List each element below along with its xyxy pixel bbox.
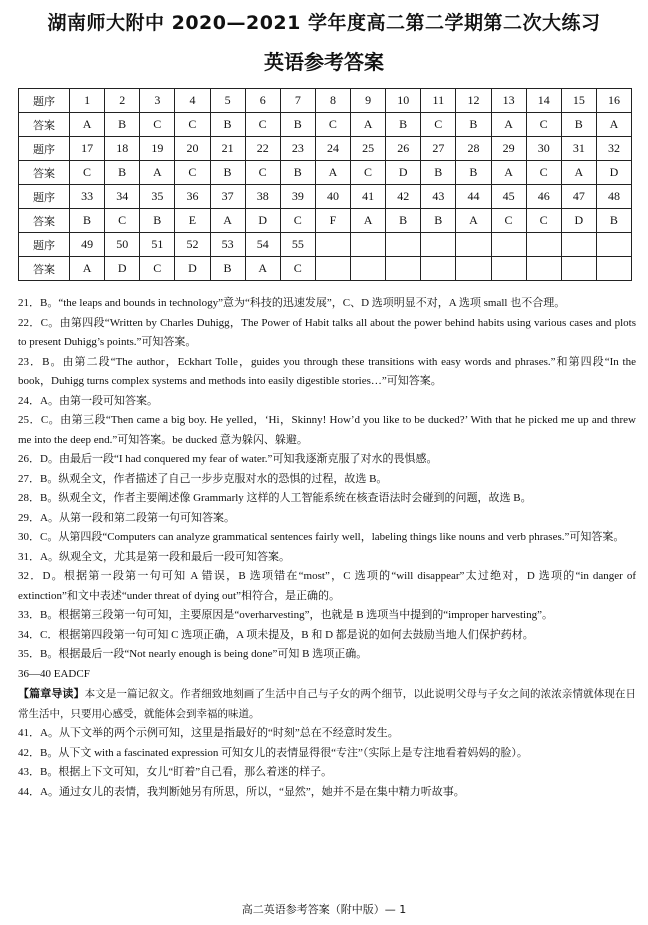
guide-text: 本文是一篇记叙文。作者细致地刻画了生活中自己与子女的两个细节，以此说明父母与子女之间的浓浓亲情就体现在日常生活中，只要用心感受，就能体会到幸福的味道。: [18, 688, 637, 720]
question-number-cell: 24: [315, 137, 350, 161]
answer-cell: C: [351, 161, 386, 185]
answer-cell: [421, 257, 456, 281]
answer-cell: A: [315, 161, 350, 185]
question-number-cell: 35: [140, 185, 175, 209]
guide-label: 【篇章导读】: [18, 687, 85, 700]
explanation-item: 34．C．根据第四段第一句可知 C 选项正确，A 项未提及，B 和 D 都是说的如何去鼓励当地人们保护药材。: [18, 628, 534, 641]
explanation-item: 22．C。由第四段“Written by Charles Duhigg，The Power of Habit talks all about the power behind habits using various cases and plots to present Duhigg’s points.”可知答案。: [18, 316, 636, 348]
question-number-cell: [315, 233, 350, 257]
answer-cell: D: [386, 161, 421, 185]
answer-table: [18, 88, 632, 281]
question-number-cell: 29: [491, 137, 526, 161]
row-label: 答案: [19, 113, 70, 137]
row-label: 答案: [19, 161, 70, 185]
question-number-cell: 31: [561, 137, 596, 161]
answer-cell: [315, 257, 350, 281]
number-row: [19, 89, 632, 113]
explanation-item: 33．B。根据第三段第一句可知，主要原因是“overharvesting”，也就是 B 选项当中提到的“improper harvesting”。: [18, 609, 553, 621]
explanation-item: 43．B。根据上下文可知，女儿“盯着”自己看，那么着迷的样子。: [18, 766, 333, 778]
question-number-cell: 28: [456, 137, 491, 161]
question-number-cell: 51: [140, 233, 175, 257]
answer-cell: B: [105, 161, 140, 185]
question-number-cell: 15: [561, 89, 596, 113]
answer-cell: C: [491, 209, 526, 233]
explanation-item: 31．A。纵观全文，尤其是第一段和最后一段可知答案。: [18, 550, 290, 563]
answer-row: [19, 113, 632, 137]
answer-cell: C: [280, 257, 315, 281]
answer-row: [19, 257, 632, 281]
row-label: 题序: [19, 185, 70, 209]
answer-cell: B: [386, 113, 421, 137]
answer-cell: C: [140, 257, 175, 281]
explanation-item: 36—40 EADCF: [18, 667, 90, 680]
explanation-item: 30．C。从第四段“Computers can analyze grammatical sentences fairly well，labeling things like nouns and verb phrases.”可知答案。: [18, 531, 625, 543]
question-number-cell: 14: [526, 89, 561, 113]
row-label: 答案: [19, 209, 70, 233]
answer-cell: A: [210, 209, 245, 233]
question-number-cell: 32: [596, 137, 631, 161]
answer-cell: D: [105, 257, 140, 281]
answer-cell: A: [351, 209, 386, 233]
question-number-cell: [456, 233, 491, 257]
answer-cell: D: [175, 257, 210, 281]
question-number-cell: 25: [351, 137, 386, 161]
question-number-cell: 9: [351, 89, 386, 113]
question-number-cell: 5: [210, 89, 245, 113]
question-number-cell: 16: [596, 89, 631, 113]
question-number-cell: 37: [210, 185, 245, 209]
answer-cell: C: [526, 209, 561, 233]
question-number-cell: 26: [386, 137, 421, 161]
question-number-cell: [386, 233, 421, 257]
question-number-cell: 44: [456, 185, 491, 209]
question-number-cell: 18: [105, 137, 140, 161]
question-number-cell: 4: [175, 89, 210, 113]
answer-cell: B: [280, 161, 315, 185]
answer-cell: D: [245, 209, 280, 233]
answer-cell: A: [561, 161, 596, 185]
explanation-item: 29．A。从第一段和第二段第一句可知答案。: [18, 511, 235, 524]
answer-cell: B: [456, 113, 491, 137]
answer-cell: C: [421, 113, 456, 137]
question-number-cell: 39: [280, 185, 315, 209]
answer-cell: A: [456, 209, 491, 233]
question-number-cell: [351, 233, 386, 257]
answer-cell: B: [140, 209, 175, 233]
answer-cell: C: [526, 161, 561, 185]
row-label: 题序: [19, 233, 70, 257]
answer-cell: [351, 257, 386, 281]
question-number-cell: 6: [245, 89, 280, 113]
explanation-item: 25．C。由第三段“Then came a big boy. He yelled，‘Hi，Skinny! How’d you like to be ducked?’ With that he picked me up and threw me into the deep end.”可知答案。be ducked 意为躲闪、躲避。: [18, 414, 636, 446]
row-label: 题序: [19, 137, 70, 161]
explanation-item: 42．B。从下文 with a fascinated expression 可知女儿的表情显得很“专注”（实际上是专注地看着妈妈的脸）。: [18, 746, 528, 759]
question-number-cell: 36: [175, 185, 210, 209]
answer-cell: B: [386, 209, 421, 233]
question-number-cell: 40: [315, 185, 350, 209]
number-row: [19, 137, 632, 161]
explanation-item: 35．B。根据最后一段“Not nearly enough is being done”可知 B 选项正确。: [18, 648, 368, 660]
question-number-cell: 22: [245, 137, 280, 161]
question-number-cell: 53: [210, 233, 245, 257]
question-number-cell: 10: [386, 89, 421, 113]
question-number-cell: 27: [421, 137, 456, 161]
question-number-cell: 3: [140, 89, 175, 113]
explanation-item: 32．D。根据第一段第一句可知 A 错误，B 选项错在“most”，C 选项的“will disappear”太过绝对，D 选项的“in danger of extinction”和文中表述“under threat of dying out”相符合，是正确的。: [18, 570, 636, 602]
chapter-guide: [18, 684, 636, 724]
answer-cell: B: [456, 161, 491, 185]
answer-cell: A: [70, 257, 105, 281]
answer-cell: D: [596, 161, 631, 185]
answer-cell: C: [105, 209, 140, 233]
question-number-cell: 38: [245, 185, 280, 209]
question-number-cell: [421, 233, 456, 257]
question-number-cell: 7: [280, 89, 315, 113]
answer-cell: A: [491, 113, 526, 137]
answer-cell: A: [140, 161, 175, 185]
answer-cell: A: [245, 257, 280, 281]
answer-cell: B: [210, 257, 245, 281]
answer-cell: A: [491, 161, 526, 185]
answer-cell: B: [70, 209, 105, 233]
page-subtitle: 英语参考答案: [264, 50, 384, 74]
answer-cell: C: [315, 113, 350, 137]
answer-cell: B: [280, 113, 315, 137]
question-number-cell: 23: [280, 137, 315, 161]
answer-cell: C: [245, 113, 280, 137]
answer-cell: A: [596, 113, 631, 137]
answer-cell: [596, 257, 631, 281]
answer-cell: C: [245, 161, 280, 185]
explanation-item: 41．A。从下文举的两个示例可知，这里是指最好的“时刻”总在不经意时发生。: [18, 727, 399, 739]
explanations-section: [18, 294, 636, 802]
answer-cell: B: [105, 113, 140, 137]
number-row: [19, 185, 632, 209]
row-label: 答案: [19, 257, 70, 281]
explanation-item: 24．A。由第一段可知答案。: [18, 394, 158, 407]
answer-cell: C: [70, 161, 105, 185]
answer-cell: B: [421, 209, 456, 233]
answer-cell: D: [561, 209, 596, 233]
explanation-item: 26．D。由最后一段“I had conquered my fear of water.”可知我逐渐克服了对水的畏惧感。: [18, 453, 438, 465]
question-number-cell: [561, 233, 596, 257]
question-number-cell: 49: [70, 233, 105, 257]
answer-cell: [526, 257, 561, 281]
question-number-cell: [596, 233, 631, 257]
question-number-cell: 19: [140, 137, 175, 161]
answer-cell: C: [140, 113, 175, 137]
question-number-cell: 47: [561, 185, 596, 209]
question-number-cell: 20: [175, 137, 210, 161]
question-number-cell: 2: [105, 89, 140, 113]
question-number-cell: 30: [526, 137, 561, 161]
answer-cell: B: [561, 113, 596, 137]
question-number-cell: 45: [491, 185, 526, 209]
answer-cell: [491, 257, 526, 281]
question-number-cell: 21: [210, 137, 245, 161]
answer-cell: E: [175, 209, 210, 233]
question-number-cell: 52: [175, 233, 210, 257]
question-number-cell: 17: [70, 137, 105, 161]
question-number-cell: 43: [421, 185, 456, 209]
page-title: 湖南师大附中 2020—2021 学年度高二第二学期第二次大练习: [47, 12, 601, 34]
question-number-cell: [526, 233, 561, 257]
question-number-cell: 13: [491, 89, 526, 113]
question-number-cell: 41: [351, 185, 386, 209]
answer-cell: B: [210, 113, 245, 137]
question-number-cell: 12: [456, 89, 491, 113]
question-number-cell: 8: [315, 89, 350, 113]
answer-cell: [561, 257, 596, 281]
explanation-item: 23．B。由第二段“The author，Eckhart Tolle，guides you through these transitions with easy words and phrases.”和第四段“In the book，Duhigg turns complex systems and methods into easily digestible stories…”可知答案。: [18, 355, 636, 387]
answer-cell: B: [210, 161, 245, 185]
answer-cell: C: [526, 113, 561, 137]
question-number-cell: 55: [280, 233, 315, 257]
answer-cell: A: [70, 113, 105, 137]
answer-cell: C: [175, 113, 210, 137]
explanation-item: 21．B。“the leaps and bounds in technology”意为“科技的迅速发展”，C、D 选项明显不对，A 选项 small 也不合理。: [18, 297, 566, 309]
answer-row: [19, 209, 632, 233]
answer-cell: B: [596, 209, 631, 233]
question-number-cell: [491, 233, 526, 257]
page-footer: 高二英语参考答案（附中版）— 1: [241, 903, 407, 916]
explanation-item: 27．B。纵观全文，作者描述了自己一步步克服对水的恐惧的过程，故选 B。: [18, 472, 388, 485]
question-number-cell: 1: [70, 89, 105, 113]
question-number-cell: 42: [386, 185, 421, 209]
question-number-cell: 33: [70, 185, 105, 209]
question-number-cell: 48: [596, 185, 631, 209]
answer-cell: C: [280, 209, 315, 233]
question-number-cell: 46: [526, 185, 561, 209]
answer-cell: [386, 257, 421, 281]
question-number-cell: 50: [105, 233, 140, 257]
answer-cell: F: [315, 209, 350, 233]
row-label: 题序: [19, 89, 70, 113]
answer-cell: A: [351, 113, 386, 137]
answer-cell: [456, 257, 491, 281]
answer-cell: B: [421, 161, 456, 185]
question-number-cell: 11: [421, 89, 456, 113]
answer-row: [19, 161, 632, 185]
explanation-item: 44．A。通过女儿的表情，我判断她另有所思，所以，“显然”，她并不是在集中精力听故事。: [18, 785, 465, 798]
number-row: [19, 233, 632, 257]
question-number-cell: 54: [245, 233, 280, 257]
explanation-item: 28．B。纵观全文，作者主要阐述像 Grammarly 这样的人工智能系统在核查语法时会碰到的问题，故选 B。: [18, 492, 532, 504]
question-number-cell: 34: [105, 185, 140, 209]
answer-cell: C: [175, 161, 210, 185]
